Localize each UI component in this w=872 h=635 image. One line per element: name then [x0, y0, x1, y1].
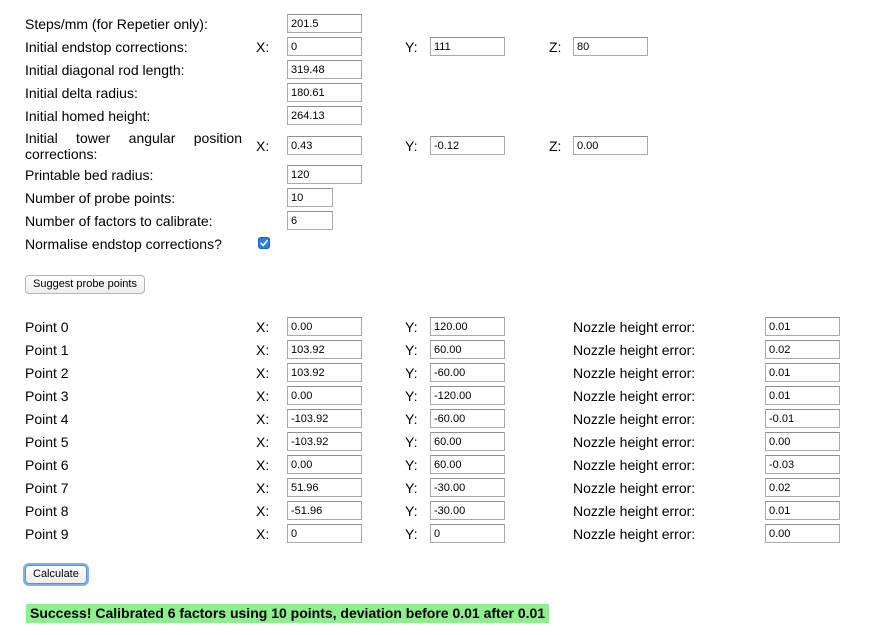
nozzle-height-error-label: Nozzle height error: [573, 342, 696, 358]
nozzle-height-error-input[interactable] [765, 409, 840, 428]
factors-input[interactable] [287, 211, 333, 230]
nozzle-height-error-input[interactable] [765, 363, 840, 382]
probe-count-input[interactable] [287, 188, 333, 207]
point-y-axis-label: Y: [405, 342, 418, 358]
nozzle-height-error-label: Nozzle height error: [573, 365, 696, 381]
nozzle-height-error-label: Nozzle height error: [573, 457, 696, 473]
delta-radius-label: Initial delta radius: [25, 85, 138, 101]
point-x-input[interactable] [287, 432, 362, 451]
tower-z-input[interactable] [573, 136, 648, 155]
point-y-input[interactable] [430, 363, 505, 382]
point-y-axis-label: Y: [405, 480, 418, 496]
point-y-axis-label: Y: [405, 388, 418, 404]
probe-point-label: Point 3 [25, 388, 69, 404]
probe-point-label: Point 1 [25, 342, 69, 358]
point-y-input[interactable] [430, 455, 505, 474]
nozzle-height-error-input[interactable] [765, 340, 840, 359]
nozzle-height-error-input[interactable] [765, 432, 840, 451]
point-y-axis-label: Y: [405, 503, 418, 519]
probe-point-label: Point 7 [25, 480, 69, 496]
point-x-axis-label: X: [256, 503, 270, 519]
rod-length-label: Initial diagonal rod length: [25, 62, 185, 78]
delta-radius-input[interactable] [287, 83, 362, 102]
point-x-input[interactable] [287, 501, 362, 520]
probe-point-label: Point 6 [25, 457, 69, 473]
endstop-z-axis-label: Z: [549, 39, 562, 55]
point-y-axis-label: Y: [405, 365, 418, 381]
nozzle-height-error-input[interactable] [765, 455, 840, 474]
point-y-axis-label: Y: [405, 457, 418, 473]
point-x-input[interactable] [287, 524, 362, 543]
normalise-label: Normalise endstop corrections? [25, 236, 222, 252]
endstop-z-input[interactable] [573, 37, 648, 56]
point-x-axis-label: X: [256, 365, 270, 381]
rod-length-input[interactable] [287, 60, 362, 79]
checkmark-icon [259, 238, 269, 248]
point-y-input[interactable] [430, 409, 505, 428]
calculate-button[interactable]: Calculate [25, 565, 87, 584]
point-y-axis-label: Y: [405, 411, 418, 427]
point-x-input[interactable] [287, 340, 362, 359]
nozzle-height-error-label: Nozzle height error: [573, 526, 696, 542]
steps-label: Steps/mm (for Repetier only): [25, 16, 208, 32]
point-y-input[interactable] [430, 478, 505, 497]
nozzle-height-error-label: Nozzle height error: [573, 319, 696, 335]
tower-x-input[interactable] [287, 136, 362, 155]
endstop-y-input[interactable] [430, 37, 505, 56]
point-y-input[interactable] [430, 501, 505, 520]
point-x-axis-label: X: [256, 480, 270, 496]
endstop-x-input[interactable] [287, 37, 362, 56]
tower-y-axis-label: Y: [405, 138, 418, 154]
bed-radius-label: Printable bed radius: [25, 167, 154, 183]
point-x-input[interactable] [287, 317, 362, 336]
point-y-axis-label: Y: [405, 319, 418, 335]
point-y-axis-label: Y: [405, 434, 418, 450]
nozzle-height-error-input[interactable] [765, 524, 840, 543]
tower-z-axis-label: Z: [549, 138, 562, 154]
point-x-axis-label: X: [256, 319, 270, 335]
tower-correction-label: Initial tower angular position corrections: [25, 130, 242, 162]
endstop-y-axis-label: Y: [405, 39, 418, 55]
point-y-input[interactable] [430, 386, 505, 405]
nozzle-height-error-label: Nozzle height error: [573, 434, 696, 450]
point-x-input[interactable] [287, 386, 362, 405]
probe-point-label: Point 8 [25, 503, 69, 519]
probe-point-label: Point 2 [25, 365, 69, 381]
tower-x-axis-label: X: [256, 138, 270, 154]
probe-point-label: Point 9 [25, 526, 69, 542]
nozzle-height-error-label: Nozzle height error: [573, 388, 696, 404]
suggest-probe-points-button[interactable]: Suggest probe points [25, 275, 145, 294]
nozzle-height-error-label: Nozzle height error: [573, 411, 696, 427]
homed-height-input[interactable] [287, 106, 362, 125]
probe-point-label: Point 0 [25, 319, 69, 335]
steps-input[interactable] [287, 14, 362, 33]
probe-point-label: Point 5 [25, 434, 69, 450]
point-x-input[interactable] [287, 455, 362, 474]
endstop-x-axis-label: X: [256, 39, 270, 55]
point-x-axis-label: X: [256, 411, 270, 427]
normalise-checkbox[interactable] [258, 237, 270, 249]
point-x-axis-label: X: [256, 434, 270, 450]
point-y-input[interactable] [430, 432, 505, 451]
probe-count-label: Number of probe points: [25, 190, 176, 206]
point-x-axis-label: X: [256, 342, 270, 358]
point-y-input[interactable] [430, 340, 505, 359]
bed-radius-input[interactable] [287, 165, 362, 184]
nozzle-height-error-label: Nozzle height error: [573, 480, 696, 496]
point-x-input[interactable] [287, 478, 362, 497]
endstop-label: Initial endstop corrections: [25, 39, 188, 55]
point-x-input[interactable] [287, 409, 362, 428]
point-y-axis-label: Y: [405, 526, 418, 542]
point-x-input[interactable] [287, 363, 362, 382]
nozzle-height-error-input[interactable] [765, 317, 840, 336]
factors-label: Number of factors to calibrate: [25, 213, 213, 229]
nozzle-height-error-input[interactable] [765, 386, 840, 405]
point-y-input[interactable] [430, 317, 505, 336]
nozzle-height-error-input[interactable] [765, 478, 840, 497]
probe-point-label: Point 4 [25, 411, 69, 427]
tower-y-input[interactable] [430, 136, 505, 155]
point-x-axis-label: X: [256, 388, 270, 404]
point-x-axis-label: X: [256, 457, 270, 473]
point-x-axis-label: X: [256, 526, 270, 542]
point-y-input[interactable] [430, 524, 505, 543]
nozzle-height-error-label: Nozzle height error: [573, 503, 696, 519]
homed-height-label: Initial homed height: [25, 108, 151, 124]
nozzle-height-error-input[interactable] [765, 501, 840, 520]
result-message: Success! Calibrated 6 factors using 10 points, deviation before 0.01 after 0.01 [26, 604, 549, 623]
